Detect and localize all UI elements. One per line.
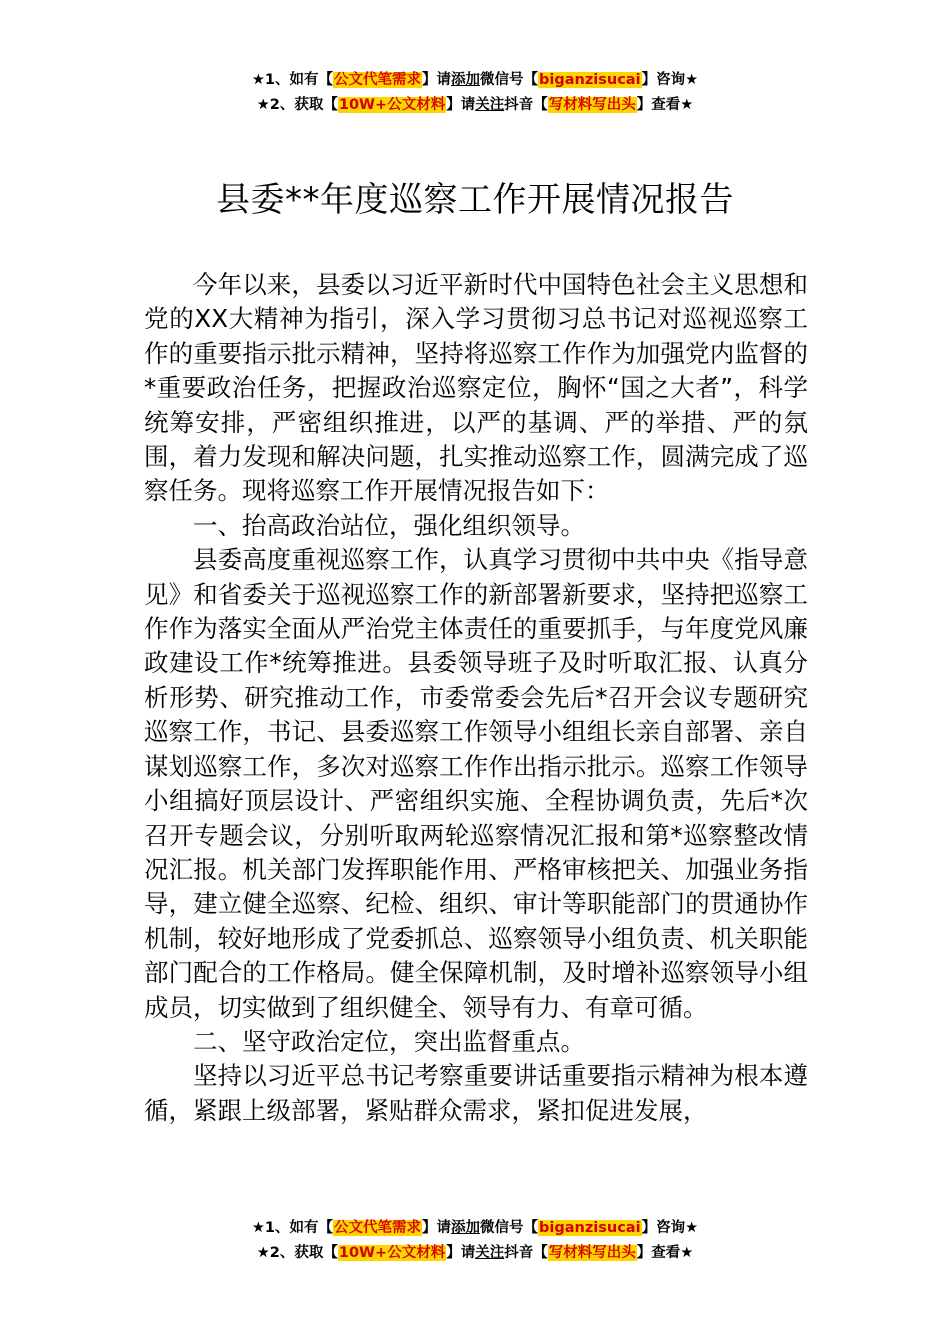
promo-highlight: biganzisucai [539,1220,641,1236]
promo-emphasis: 关注 [475,1245,505,1261]
promo-highlight: 写材料写出头 [548,1245,636,1261]
promo-highlight: 公文代笔需求 [334,72,422,88]
document-title: 县委**年度巡察工作开展情况报告 [216,180,734,220]
promo-line-2 [0,93,950,118]
promo-highlight: 写材料写出头 [548,97,636,113]
promo-text: 】请 [422,1220,452,1236]
promo-highlight: biganzisucai [539,72,641,88]
promo-emphasis: 添加 [451,1220,481,1236]
section-heading-1: 一、抬高政治站位，强化组织领导。 [193,510,585,540]
promo-text: 】请 [446,97,476,113]
top-promo-banner [0,68,950,118]
section-heading-2: 二、坚守政治定位，突出监督重点。 [193,1026,585,1056]
promo-line-1 [0,1216,950,1241]
promo-highlight: 10W+公文材料 [338,97,446,113]
promo-highlight: 公文代笔需求 [334,1220,422,1236]
promo-text: ★1、如有【 [251,1220,334,1236]
promo-emphasis: 添加 [451,72,481,88]
promo-text: 微信号【 [480,1220,539,1236]
promo-text: 微信号【 [480,72,539,88]
promo-text: ★2、获取【 [256,97,338,113]
promo-text: 】请 [446,1245,476,1261]
section-paragraph-1: 县委高度重视巡察工作，认真学习贯彻中共中央《指导意见》和省委关于巡视巡察工作的新部署新要求，坚持把巡察工作作为落实全面从严治党主体责任的重要抓手，与年度党风廉政建设工作*统筹推进。县委领导班子及时听取汇报、认真分析形势、研究推动工作，市委常委会先后*召开会议专题研究巡察工作，书记、县委巡察工作领导小组组长亲自部署、亲自谋划巡察工作，多次对巡察工作作出指示批示。巡察工作领导小组搞好顶层设计、严密组织实施、全程协调负责，先后*次召开专题会议，分别听取两轮巡察情况汇报和第*巡察整改情况汇报。机关部门发挥职能作用、严格审核把关、加强业务指导，建立健全巡察、纪检、组织、审计等职能部门的贯通协作机制，较好地形成了党委抓总、巡察领导小组负责、机关职能部门配合的工作格局。健全保障机制，及时增补巡察领导小组成员，切实做到了组织健全、领导有力、有章可循。 [144,545,808,1022]
promo-line-2 [0,1241,950,1266]
promo-emphasis: 关注 [475,97,505,113]
promo-text: ★2、获取【 [256,1245,338,1261]
promo-text: 】咨询★ [641,72,699,88]
document-body [144,268,808,1128]
promo-text: 】查看★ [636,1245,694,1261]
bottom-promo-banner [0,1216,950,1266]
intro-paragraph: 今年以来，县委以习近平新时代中国特色社会主义思想和党的XX大精神为指引，深入学习贯彻习总书记对巡视巡察工作的重要指示批示精神，坚持将巡察工作作为加强党内监督的*重要政治任务，把握政治巡察定位，胸怀“国之大者”，科学统筹安排，严密组织推进，以严的基调、严的举措、严的氛围，着力发现和解决问题，扎实推动巡察工作，圆满完成了巡察任务。现将巡察工作开展情况报告如下： [144,270,808,506]
promo-text: 抖音【 [504,1245,548,1261]
promo-text: 抖音【 [504,97,548,113]
promo-text: 】查看★ [636,97,694,113]
promo-line-1 [0,68,950,93]
promo-highlight: 10W+公文材料 [338,1245,446,1261]
promo-text: 】请 [422,72,452,88]
promo-text: ★1、如有【 [251,72,334,88]
promo-text: 】咨询★ [641,1220,699,1236]
section-paragraph-2: 坚持以习近平总书记考察重要讲话重要指示精神为根本遵循，紧跟上级部署，紧贴群众需求，紧扣促进发展， [144,1061,808,1125]
